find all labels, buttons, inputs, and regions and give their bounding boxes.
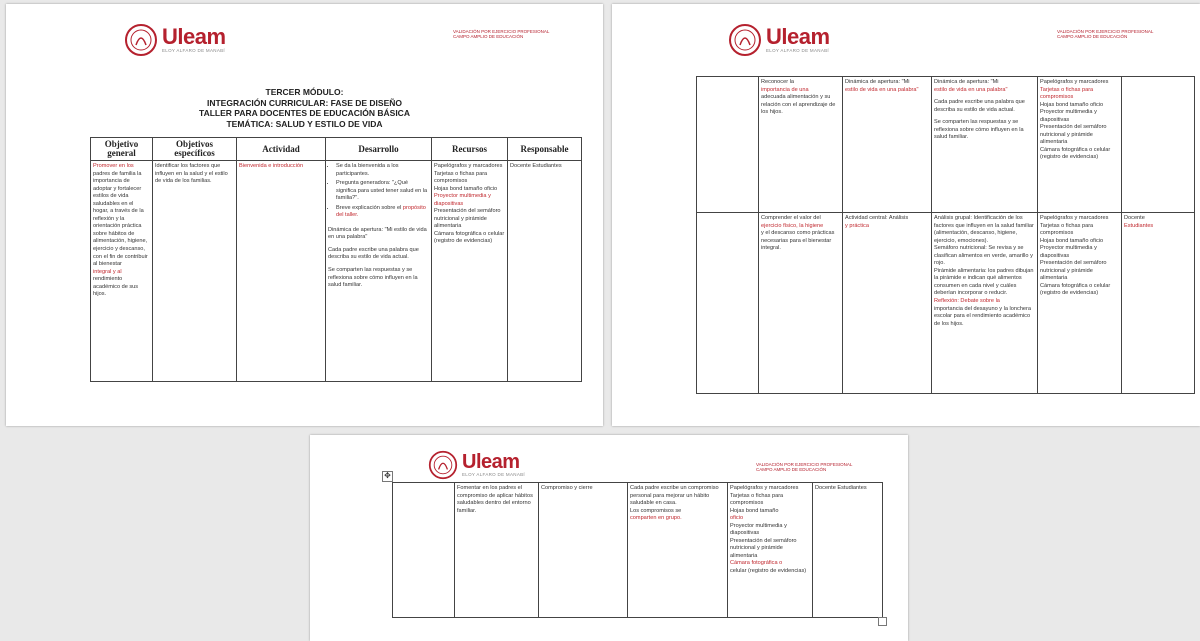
resources-cell [728,483,813,618]
cell-text: Hojas bond tamaño oficio [1040,101,1104,108]
general-objective-cell [393,483,455,618]
cell-text: Fomentar en los padres el compromiso de aplicar hábitos saludables dentro del entorno familiar. [457,485,533,514]
bullet-item [336,205,429,220]
table-move-handle-icon[interactable]: ✥ [382,471,393,482]
cell-text: Cada padre escribe una palabra que describa su estilo de vida actual. [934,99,1025,113]
cell-text: Docente Estudiantes [510,163,562,169]
cell-text: estilo de vida en una palabra" [934,86,1008,93]
development-cell [932,77,1038,213]
cell-text: Proyector multimedia y diapositivas [1040,109,1097,123]
table-row [697,213,1195,394]
cell-text: Se comparten las respuestas y se reflexiona sobre cómo influyen en la salud familiar. [328,267,418,289]
cell-text: Papelógrafos y marcadores [1040,215,1109,221]
activity-cell [237,161,326,382]
cell-text: Proyector multimedia y diapositivas [1040,245,1097,259]
cell-text: padres de familia la importancia de adoptar y fortalecer estilos de vida saludables en el hogar, a través de la reflexión y la orientación práctica sobre hábitos de alimentación, higiene, ejercicio y descanso, con el fin de contribuir al bienestar [93,170,148,268]
cell-text: Hojas bond tamaño oficio [434,185,498,192]
planning-table-page-1 [90,137,582,382]
cell-text: integral y al [93,268,122,275]
cell-text: Cada padre escribe una palabra que describa su estilo de vida actual. [328,246,419,261]
header-line-1: VALIDACIÓN POR EJERCICIO PROFESIONAL [453,29,550,34]
cell-text: Hojas bond tamaño oficio [1040,237,1104,244]
cell-text: y práctica [845,222,869,229]
uleam-logo [728,23,830,57]
cell-text: rendimiento académico de sus hijos. [93,276,139,298]
cell-text: Cámara fotográfica o celular (registro de evidencias) [1040,146,1111,161]
cell-text: Presentación del semáforo nutricional y pirámide alimentaria [1040,260,1107,282]
cell-text: Cada padre escribe un compromiso personal para mejorar un hábito saludable en casa. [630,485,719,507]
cell-text: Tarjetas o fichas para compromisos [1040,222,1094,237]
cell-text: Dinámica de apertura: "Mi [845,79,910,85]
cell-text: Papelógrafos y marcadores [730,485,799,491]
cell-text: Cámara fotográfica o celular (registro de evidencias) [434,230,505,245]
page-header-note [1057,29,1153,40]
logo-subtitle: ELOY ALFARO DE MANABÍ [766,48,829,54]
cell-text: estilo de vida en una palabra" [845,86,919,93]
cell-text: Comprender el valor del [761,215,821,221]
university-seal-icon [728,23,762,57]
cell-text: Docente Estudiantes [815,485,867,491]
column-header: Recursos [432,138,508,161]
specific-objective-cell [759,213,843,394]
cell-text: Dinámica de apertura: "Mi [934,79,999,85]
table-row [393,483,883,618]
column-header: Objetivos específicos [153,138,237,161]
uleam-logo [124,23,226,57]
university-seal-icon [428,450,458,480]
cell-text: Estudiantes [1124,222,1154,229]
cell-text: Tarjetas o fichas para compromisos [730,492,784,507]
cell-text: propósito del taller. [336,204,426,219]
cell-text: importancia del desayuno y la lonchera escolar para el rendimiento académico de los hijos. [934,305,1032,327]
bullet-item: • Pregunta generadora: "¿Qué significa para usted tener salud en la familia?". [336,180,429,203]
logo-wordmark: Uleam [766,24,830,50]
cell-text: Promover en los [93,163,134,169]
cell-text: Docente [1124,215,1145,221]
cell-text: Bienvenida e introducción [239,163,304,169]
document-page-2 [612,4,1200,426]
general-objective-cell [91,161,153,382]
cell-text: Papelógrafos y marcadores [434,163,503,169]
cell-text: Semáforo nutricional: Se revisa y se clasifican alimentos en verde, amarillo y rojo. [934,245,1033,267]
column-header: Objetivo general [91,138,153,161]
logo-wordmark: Uleam [162,24,226,50]
resources-cell [1038,77,1122,213]
cell-text: Se comparten las respuestas y se reflexiona sobre cómo influyen en la salud familiar. [934,119,1024,141]
cell-text: Hojas bond tamaño [730,507,779,514]
header-line-1: VALIDACIÓN POR EJERCICIO PROFESIONAL [756,462,853,467]
cell-text: Proyector multimedia y diapositivas [730,522,787,537]
cell-text: Los compromisos se [630,507,682,514]
cell-text: Presentación del semáforo nutricional y pirámide alimentaria [730,537,797,559]
document-page-1 [6,4,603,426]
document-title-block [6,87,603,130]
header-line-2: CAMPO AMPLIO DE EDUCACIÓN [756,467,827,473]
cell-text: importancia de una [761,86,809,93]
header-line-2: CAMPO AMPLIO DE EDUCACIÓN [1057,34,1128,40]
specific-objective-cell [759,77,843,213]
uleam-logo [428,450,525,480]
cell-text: adecuada alimentación y su relación con el aprendizaje de los hijos. [761,94,836,116]
cell-text: Cámara fotográfica o celular (registro de evidencias) [1040,282,1111,297]
development-cell [628,483,728,618]
specific-objective-cell [153,161,237,382]
cell-text: celular (registro de evidencias) [730,568,807,575]
bullet-item: • Se da la bienvenida a los participantes. [336,163,429,178]
document-page-3 [310,435,908,641]
responsible-cell [508,161,582,382]
university-seal-icon [124,23,158,57]
table-resize-handle[interactable] [878,617,887,626]
cell-text: Presentación del semáforo nutricional y pirámide alimentaria [1040,124,1107,146]
table-row [697,77,1195,213]
development-cell [932,213,1038,394]
cell-text: oficio [730,515,744,522]
activity-cell [843,77,932,213]
cell-text: Reflexión: Debate sobre la [934,298,1000,305]
resources-cell [1038,213,1122,394]
cell-text: Tarjetas o fichas para compromisos [434,170,488,185]
cell-text: Actividad central: Análisis [845,215,909,221]
header-line-1: VALIDACIÓN POR EJERCICIO PROFESIONAL [1057,29,1154,34]
general-objective-cell [697,213,759,394]
planning-table-page-2 [696,76,1195,394]
responsible-cell [1122,213,1195,394]
responsible-cell [1122,77,1195,213]
column-header: Responsable [508,138,582,161]
title-line: INTEGRACIÓN CURRICULAR: FASE DE DISEÑO [206,97,403,108]
cell-text: Tarjetas o fichas para compromisos [1040,86,1094,101]
page-header-note [453,29,549,40]
cell-text: Presentación del semáforo nutricional y pirámide alimentaria [434,208,501,230]
activity-cell [539,483,628,618]
title-line: TEMÁTICA: SALUD Y ESTILO DE VIDA [226,118,383,129]
cell-text: ejercicio físico, la higiene [761,222,824,229]
cell-text: comparten en grupo. [630,515,682,522]
cell-text: Proyector multimedia y diapositivas [434,193,491,207]
activity-cell [843,213,932,394]
header-line-2: CAMPO AMPLIO DE EDUCACIÓN [453,34,524,40]
cell-text: Pirámide alimentaria: los padres dibujan la pirámide e indican qué alimentos consumen en cada nivel y cuáles deberían incorporar o reducir. [934,267,1034,297]
cell-text: Papelógrafos y marcadores [1040,79,1109,85]
general-objective-cell [697,77,759,213]
cell-text: Cámara fotográfica o [730,560,783,567]
logo-wordmark: Uleam [462,451,520,474]
cell-text: Dinámica de apertura: "Mi estilo de vida en una palabra" [328,226,427,241]
logo-subtitle: ELOY ALFARO DE MANABÍ [162,48,225,54]
responsible-cell [813,483,883,618]
logo-subtitle: ELOY ALFARO DE MANABÍ [462,472,525,478]
cell-text: Breve explicación sobre el [336,204,402,211]
development-cell [326,161,432,382]
column-header: Desarrollo [326,138,432,161]
cell-text: y el descanso como prácticas necesarias para el bienestar integral. [761,230,835,252]
table-row [91,161,582,382]
title-line: TERCER MÓDULO: [265,87,344,97]
cell-text: Reconocer la [761,79,794,85]
cell-text: Compromiso y cierre [541,485,593,491]
resources-cell [432,161,508,382]
title-line: TALLER PARA DOCENTES DE EDUCACIÓN BÁSICA [199,108,410,119]
specific-objective-cell [455,483,539,618]
column-header: Actividad [237,138,326,161]
cell-text: Identificar los factores que influyen en la salud y el estilo de vida de los familias. [155,163,228,185]
page-header-note [756,462,852,473]
planning-table-page-3 [392,482,883,618]
table-header-row [91,138,582,161]
cell-text: Análisis grupal: Identificación de los factores que influyen en la salud familiar (alimentación, descanso, higiene, ejercicio, emociones). [934,215,1034,244]
